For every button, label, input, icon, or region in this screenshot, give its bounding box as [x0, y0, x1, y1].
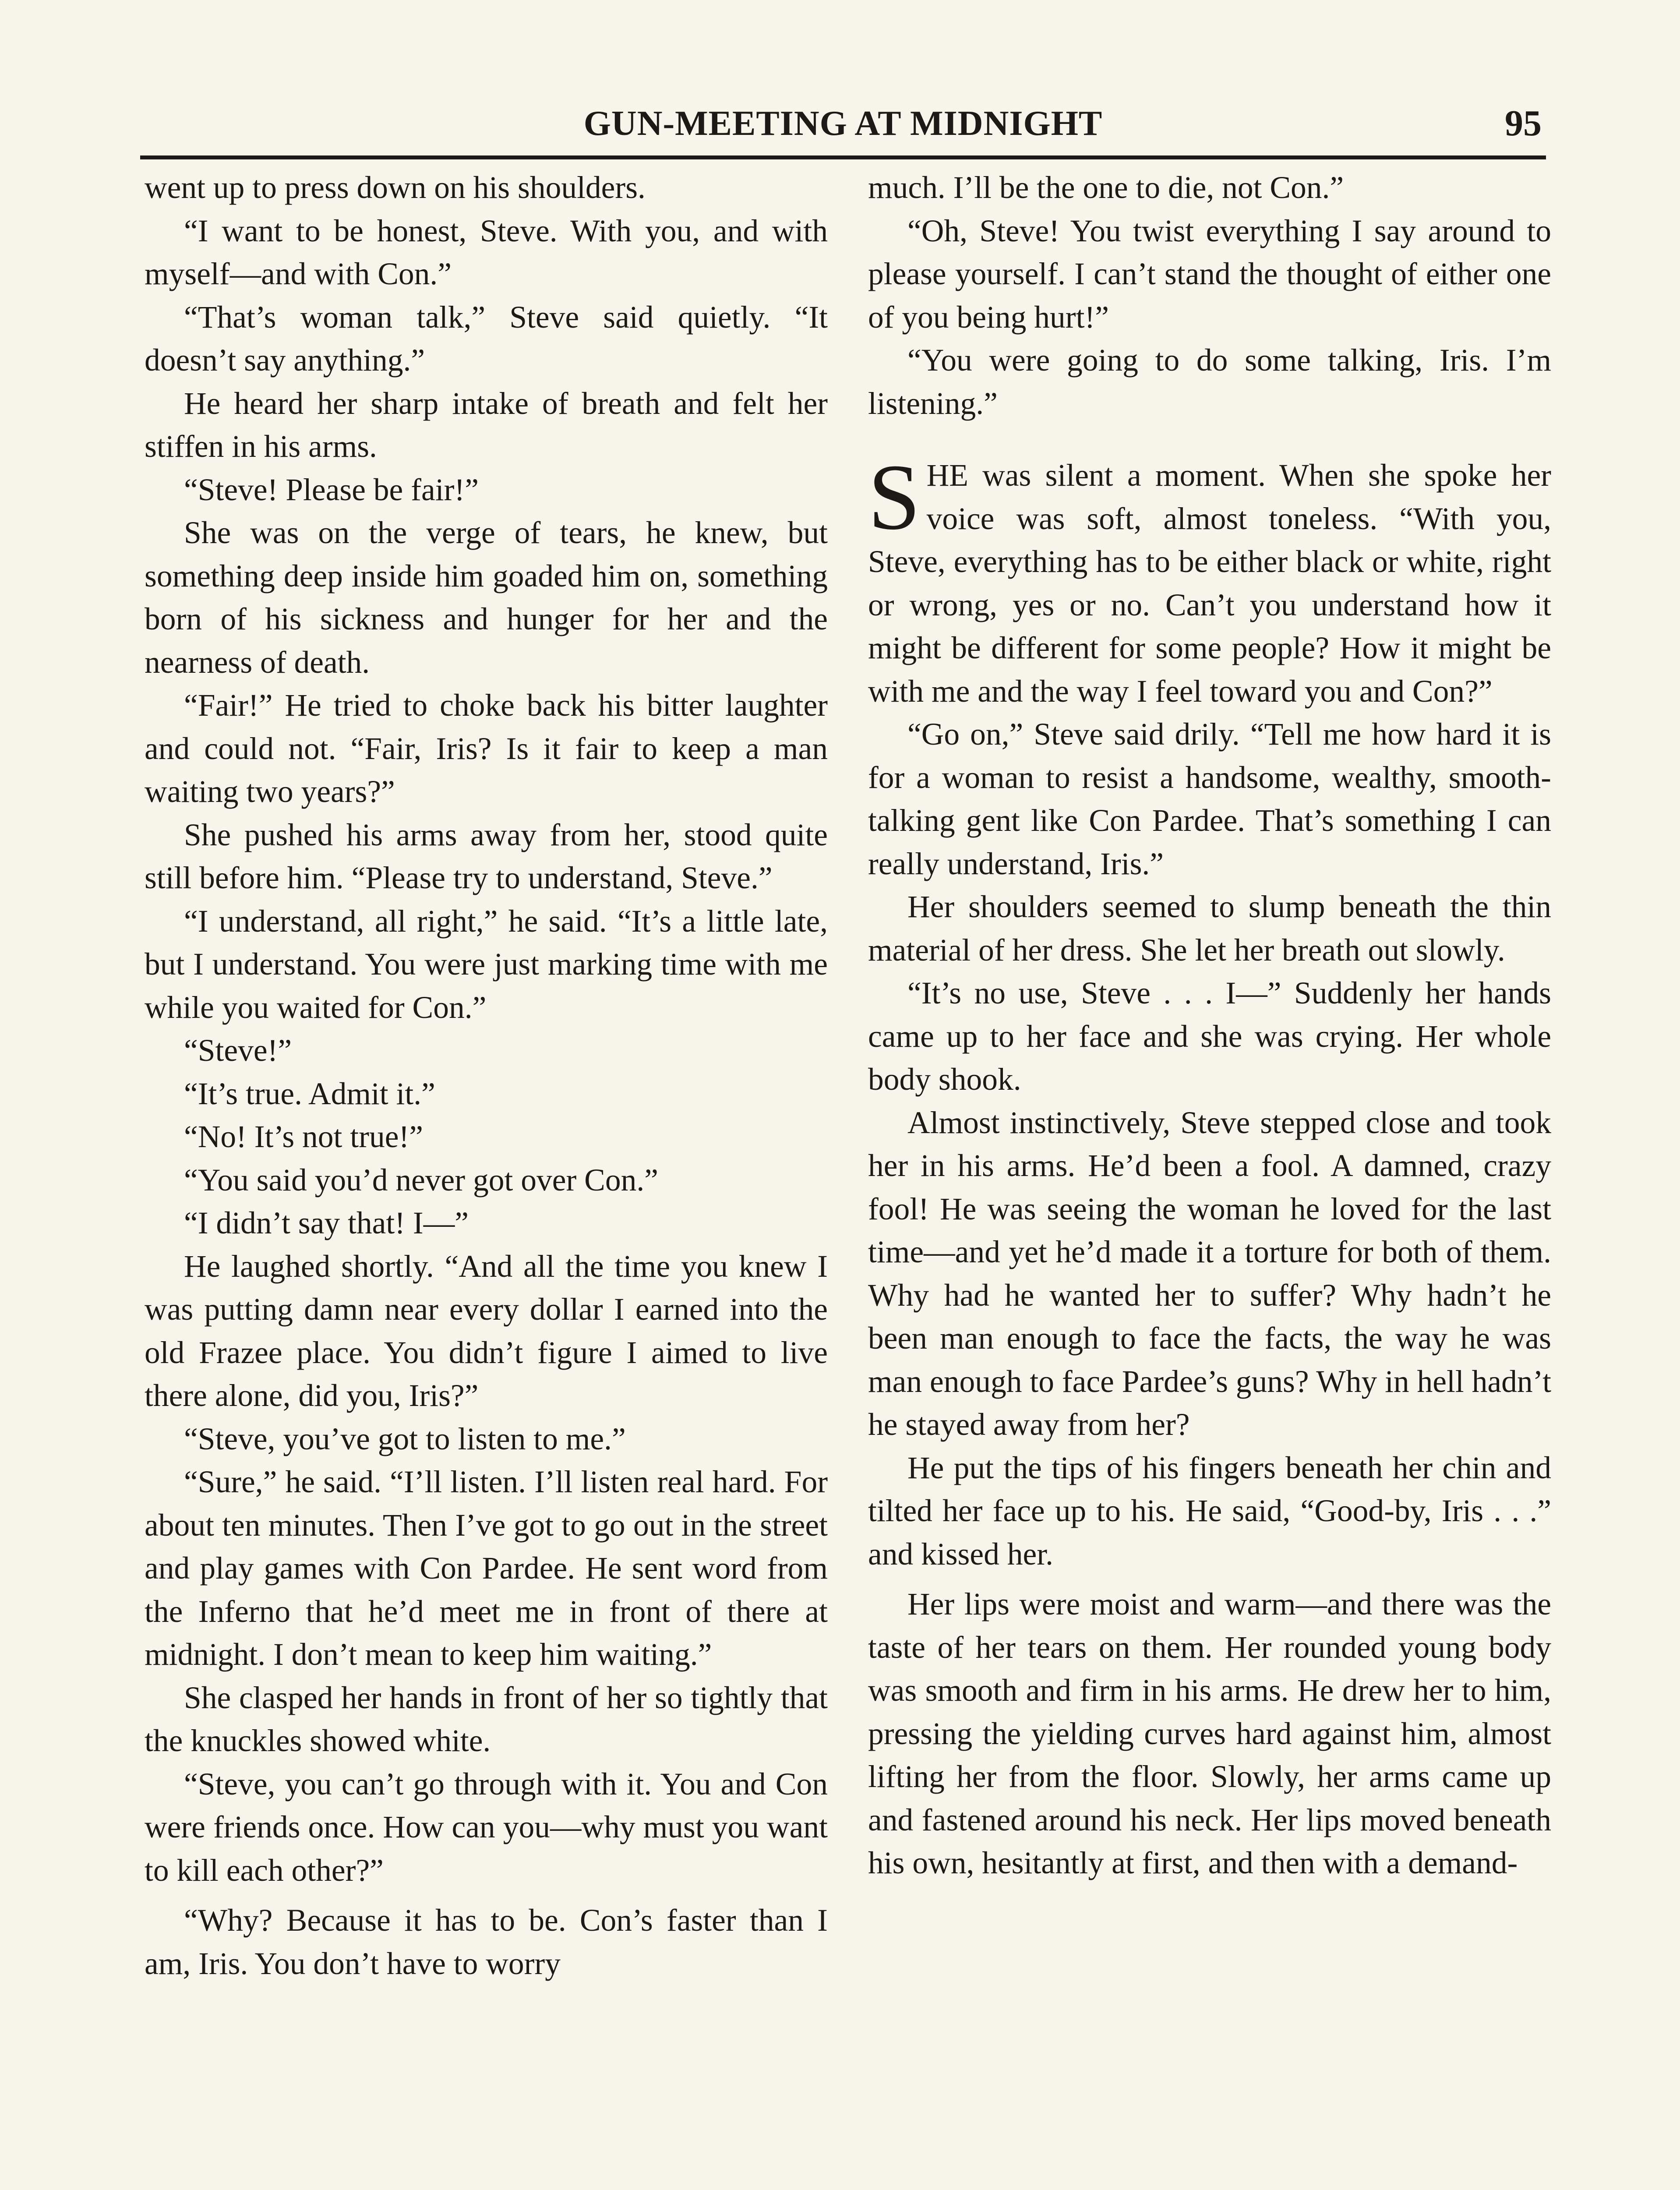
paragraph-text: “Oh, Steve! You twist everything I say around to please yourself. I can’t stand the thought of either one of you being hurt!” [868, 213, 1551, 335]
paragraph [868, 339, 1551, 425]
paragraph [145, 1073, 828, 1116]
paragraph [145, 1029, 828, 1073]
paragraph-text: “It’s true. Admit it.” [184, 1076, 435, 1111]
paragraph [145, 210, 828, 296]
paragraph-text: “Sure,” he said. “I’ll listen. I’ll listen real hard. For about ten minutes. Then I’ve got to go out in the street and play games with Con Pardee. He sent word from the Inferno that he’d meet me in front of there at midnight. I don’t mean to keep him waiting.” [145, 1465, 828, 1672]
paragraph [868, 972, 1551, 1102]
paragraph [145, 900, 828, 1030]
paragraph-text: HE was silent a moment. When she spoke her voice was soft, almost toneless. “With you, Steve, everything has to be either black or white, right or wrong, yes or no. Can’t you understand how it might be different for some people? How it might be with me and the way I feel toward you and Con?” [868, 458, 1551, 709]
paragraph-text: “I understand, all right,” he said. “It’s a little late, but I understand. You were just marking time with me while you waited for Con.” [145, 904, 828, 1025]
paragraph [145, 1461, 828, 1677]
paragraph [145, 1202, 828, 1245]
paragraph [145, 1899, 828, 1985]
paragraph-text: He heard her sharp intake of breath and felt her stiffen in his arms. [145, 386, 828, 464]
paragraph [868, 445, 1551, 713]
paragraph-text: She clasped her hands in front of her so tightly that the knuckles showed white. [145, 1680, 828, 1758]
paragraph [145, 1159, 828, 1202]
paragraph-text: went up to press down on his shoulders. [145, 170, 646, 205]
paragraph [145, 1116, 828, 1159]
paragraph-text: He laughed shortly. “And all the time you knew I was putting damn near every dollar I earned into the old Frazee place. You didn’t figure I aimed to live there alone, did you, Iris?” [145, 1249, 828, 1413]
paragraph [868, 166, 1551, 210]
paragraph-text: He put the tips of his fingers beneath her chin and tilted her face up to his. He said, “Good-by, Iris . . .” and kissed her. [868, 1450, 1551, 1572]
paragraph [868, 713, 1551, 886]
page-header [145, 102, 1542, 154]
right-column [868, 166, 1551, 1885]
paragraph-text: She pushed his arms away from her, stood quite still before him. “Please try to understand, Steve.” [145, 817, 828, 895]
paragraph [145, 1677, 828, 1763]
paragraph-text: “No! It’s not true!” [184, 1120, 423, 1154]
paragraph-text: Her shoulders seemed to slump beneath the thin material of her dress. She let her breath out slowly. [868, 890, 1551, 968]
page-number: 95 [1505, 103, 1542, 144]
paragraph-text: Almost instinctively, Steve stepped close and took her in his arms. He’d been a fool. A damned, crazy fool! He was seeing the woman he loved for the last time—and yet he’d made it a torture for both of them. Why had he wanted her to suffer? Why hadn’t he been man enough to face the facts, the way he was man enough to face Pardee’s guns? Why in hell hadn’t he stayed away from her? [868, 1105, 1552, 1442]
paragraph [145, 1763, 828, 1893]
paragraph [145, 1245, 828, 1418]
paragraph-text: “You were going to do some talking, Iris. I’m listening.” [868, 343, 1551, 421]
paragraph [145, 684, 828, 814]
paragraph [145, 1418, 828, 1461]
paragraph-text: “Steve!” [184, 1033, 292, 1068]
paragraph-text: much. I’ll be the one to die, not Con.” [868, 170, 1344, 205]
drop-cap: S [868, 445, 921, 549]
running-head: GUN-MEETING AT MIDNIGHT [583, 104, 1103, 143]
paragraph [145, 382, 828, 469]
paragraph [145, 469, 828, 512]
paragraph [145, 166, 828, 210]
paragraph [145, 512, 828, 684]
paragraph-text: “Fair!” He tried to choke back his bitter laughter and could not. “Fair, Iris? Is it fair to keep a man waiting two years?” [145, 688, 828, 809]
paragraph-text: “I want to be honest, Steve. With you, and with myself—and with Con.” [145, 213, 828, 291]
paragraph-text: “That’s woman talk,” Steve said quietly. “It doesn’t say anything.” [145, 300, 828, 378]
paragraph [868, 1583, 1551, 1885]
paragraph [868, 886, 1551, 972]
paragraph [868, 210, 1551, 339]
paragraph-text: “It’s no use, Steve . . . I—” Suddenly her hands came up to her face and she was crying. Her whole body shook. [868, 976, 1551, 1097]
paragraph [868, 1102, 1551, 1447]
paragraph [145, 814, 828, 900]
paragraph-text: “Why? Because it has to be. Con’s faster than I am, Iris. You don’t have to worry [145, 1903, 828, 1981]
paragraph-text: “Steve, you’ve got to listen to me.” [184, 1421, 626, 1456]
paragraph-text: “Steve, you can’t go through with it. You and Con were friends once. How can you—why must you want to kill each other?” [145, 1766, 828, 1888]
left-column [145, 166, 828, 1985]
paragraph-text: “You said you’d never got over Con.” [184, 1162, 658, 1197]
paragraph [145, 296, 828, 382]
paragraph-text: “I didn’t say that! I—” [184, 1206, 469, 1240]
paragraph [868, 1447, 1551, 1576]
header-rule [140, 155, 1546, 159]
paragraph-text: She was on the verge of tears, he knew, but something deep inside him goaded him on, something born of his sickness and hunger for her and the nearness of death. [145, 516, 828, 680]
paragraph-text: “Steve! Please be fair!” [184, 472, 479, 507]
paragraph-text: Her lips were moist and warm—and there was the taste of her tears on them. Her rounded young body was smooth and firm in his arms. He drew her to him, pressing the yielding curves hard against him, almost lifting her from the floor. Slowly, her arms came up and fastened around his neck. Her lips moved beneath his own, hesitantly at first, and then with a demand- [868, 1587, 1551, 1880]
paragraph-text: “Go on,” Steve said drily. “Tell me how hard it is for a woman to resist a handsome, wealthy, smooth-talking gent like Con Pardee. That’s something I can really understand, Iris.” [868, 717, 1551, 881]
